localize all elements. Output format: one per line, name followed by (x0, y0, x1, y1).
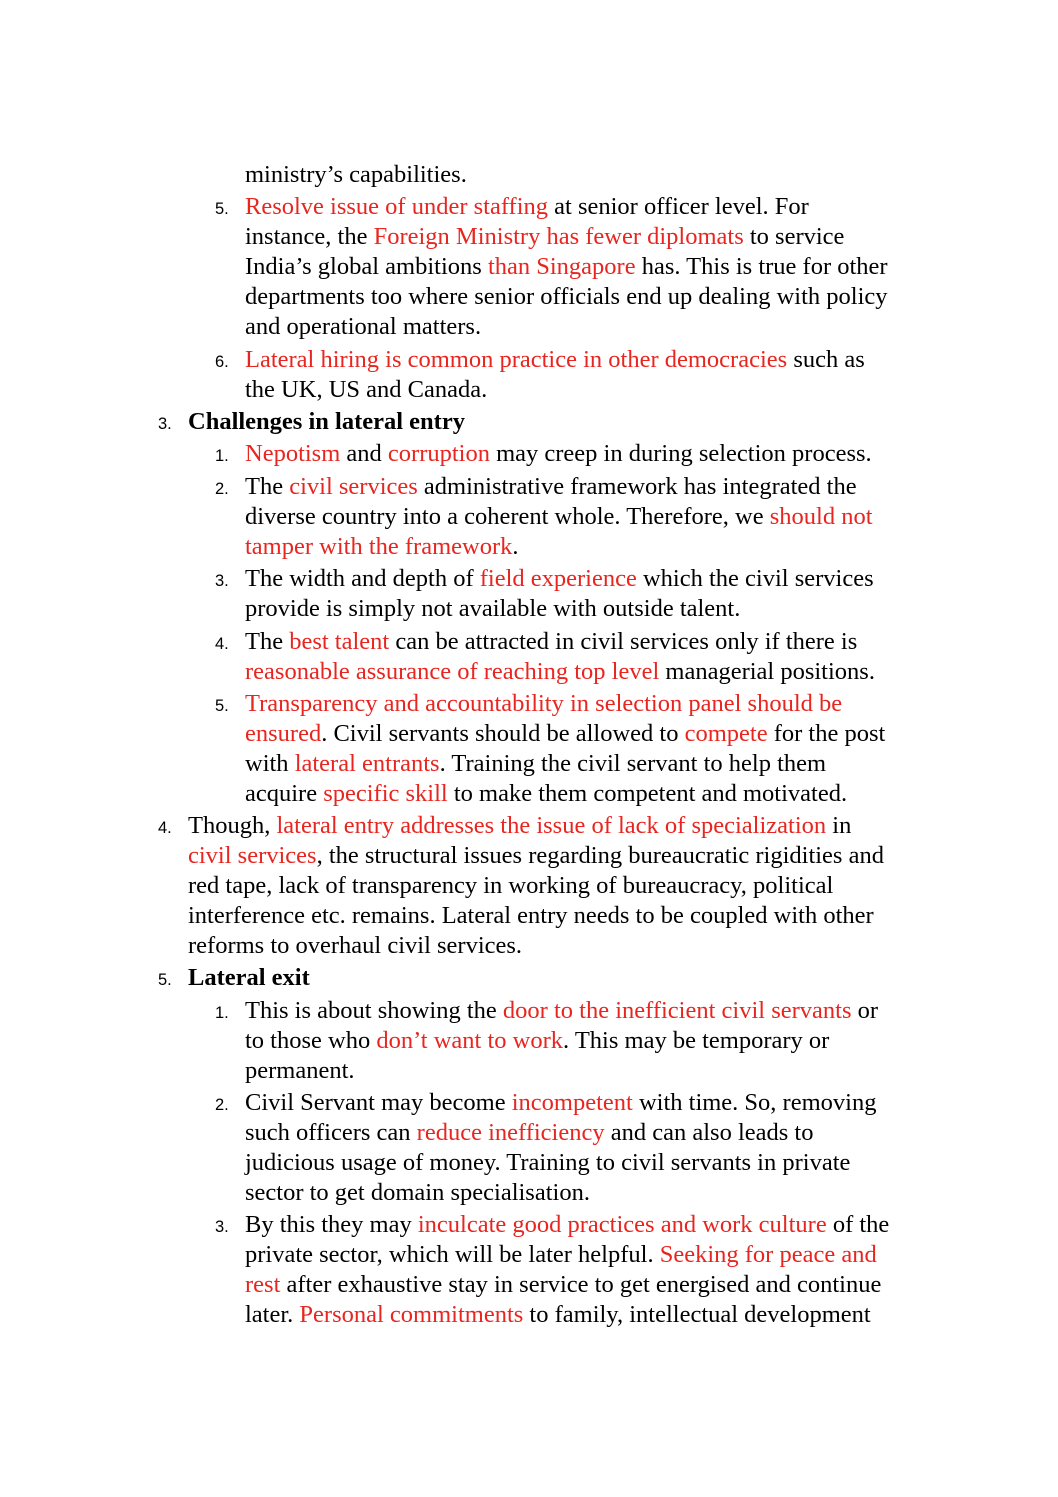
list-marker: 5. (215, 697, 229, 715)
list-marker: 5. (158, 971, 172, 989)
text-line (245, 1178, 590, 1208)
highlighted-text: Foreign Ministry has fewer diplomats (373, 223, 744, 250)
highlighted-text: best talent (289, 628, 390, 655)
body-text: provide is simply not available with outside talent. (245, 595, 741, 622)
highlighted-text: lateral entrants (294, 750, 440, 777)
highlighted-text: Transparency and accountability in selection panel should be (245, 690, 843, 717)
highlighted-text: civil services (289, 473, 418, 500)
body-text: at senior officer level. For (548, 193, 809, 220)
highlighted-text: Nepotism (245, 440, 341, 467)
body-text: can be attracted in civil services only if there is (389, 628, 858, 655)
body-text: to make them competent and motivated. (447, 780, 848, 807)
body-text: for the post (767, 720, 886, 747)
body-text: . Civil servants should be allowed to (321, 720, 685, 747)
body-text: . (512, 533, 519, 560)
body-text: of the (826, 1211, 890, 1238)
body-text: the UK, US and Canada. (245, 376, 488, 403)
body-text: interference etc. remains. Lateral entry needs to be coupled with other (188, 902, 874, 929)
text-line (245, 689, 842, 719)
highlighted-text: specific skill (323, 780, 448, 807)
body-text: with time. So, removing (632, 1089, 877, 1116)
text-line (245, 1088, 876, 1118)
body-text: which the civil services (636, 565, 874, 592)
text-line (245, 532, 518, 562)
body-text: , the structural issues regarding bureaucratic rigidities and (316, 842, 884, 869)
text-line (245, 222, 844, 252)
text-line (245, 375, 487, 405)
body-text: managerial positions. (659, 658, 875, 685)
body-text: and operational matters. (245, 313, 482, 340)
text-line (245, 1026, 829, 1056)
text-line (245, 1240, 877, 1270)
highlighted-text: tamper with the framework (245, 533, 513, 560)
body-text: permanent. (245, 1057, 355, 1084)
highlighted-text: rest (245, 1271, 281, 1298)
text-line (245, 779, 847, 809)
section-heading (188, 963, 310, 993)
text-line (245, 1056, 355, 1086)
text-line (245, 502, 873, 532)
body-text: to service (743, 223, 845, 250)
text-line (188, 841, 884, 871)
text-line (245, 657, 875, 687)
list-marker: 3. (215, 572, 229, 590)
body-text: later. (245, 1301, 300, 1328)
body-text: The (245, 628, 290, 655)
text-line (245, 345, 865, 375)
body-text: . This may be temporary or (563, 1027, 830, 1054)
list-marker: 1. (215, 447, 229, 465)
body-text: has. This is true for other (635, 253, 888, 280)
text-line (188, 871, 833, 901)
highlighted-text: incompetent (511, 1089, 633, 1116)
text-line (245, 1270, 881, 1300)
list-marker: 4. (158, 819, 172, 837)
highlighted-text: than Singapore (487, 253, 636, 280)
body-text: to family, intellectual development (523, 1301, 871, 1328)
text-line (245, 192, 809, 222)
body-text: in (826, 812, 852, 839)
text-line (245, 564, 874, 594)
body-text: Challenges in lateral entry (188, 408, 465, 435)
text-line (245, 439, 872, 469)
text-line (245, 160, 467, 190)
highlighted-text: should not (769, 503, 873, 530)
body-text: . Training the civil servant to help them (439, 750, 827, 777)
text-line (188, 811, 851, 841)
body-text: acquire (245, 780, 324, 807)
highlighted-text: reduce inefficiency (416, 1119, 605, 1146)
body-text: The (245, 473, 290, 500)
list-marker: 3. (215, 1218, 229, 1236)
text-line (245, 627, 857, 657)
body-text: administrative framework has integrated the (417, 473, 857, 500)
highlighted-text: Lateral hiring is common practice in other democracies (245, 346, 788, 373)
highlighted-text: ensured (245, 720, 322, 747)
highlighted-text: compete (684, 720, 768, 747)
list-marker: 5. (215, 200, 229, 218)
body-text: with (245, 750, 295, 777)
list-marker: 2. (215, 1096, 229, 1114)
body-text: or (851, 997, 879, 1024)
body-text: private sector, which will be later helpful. (245, 1241, 660, 1268)
body-text: ministry’s capabilities. (245, 161, 467, 188)
text-line (245, 996, 878, 1026)
highlighted-text: lateral entry addresses the issue of lack of specialization (276, 812, 827, 839)
body-text: India’s global ambitions (245, 253, 488, 280)
body-text: such as (787, 346, 865, 373)
text-line (245, 1118, 813, 1148)
list-marker: 2. (215, 480, 229, 498)
highlighted-text: don’t want to work (376, 1027, 564, 1054)
body-text: such officers can (245, 1119, 417, 1146)
highlighted-text: Personal commitments (299, 1301, 524, 1328)
body-text: and (340, 440, 388, 467)
body-text: Though, (188, 812, 277, 839)
body-text: to those who (245, 1027, 377, 1054)
body-text: sector to get domain specialisation. (245, 1179, 590, 1206)
text-line (245, 594, 740, 624)
body-text: after exhaustive stay in service to get energised and continue (280, 1271, 882, 1298)
text-line (245, 252, 888, 282)
list-marker: 4. (215, 635, 229, 653)
text-line (245, 1148, 850, 1178)
list-marker: 3. (158, 415, 172, 433)
body-text: judicious usage of money. Training to civil servants in private (245, 1149, 851, 1176)
text-line (245, 1300, 871, 1330)
body-text: This is about showing the (245, 997, 503, 1024)
body-text: Civil Servant may become (245, 1089, 512, 1116)
highlighted-text: inculcate good practices and work culture (417, 1211, 827, 1238)
list-marker: 6. (215, 353, 229, 371)
text-line (188, 901, 874, 931)
highlighted-text: Seeking for peace and (659, 1241, 877, 1268)
body-text: diverse country into a coherent whole. Therefore, we (245, 503, 770, 530)
highlighted-text: reasonable assurance of reaching top level (245, 658, 660, 685)
body-text: red tape, lack of transparency in working of bureaucracy, political (188, 872, 834, 899)
highlighted-text: door to the inefficient civil servants (502, 997, 852, 1024)
text-line (245, 719, 885, 749)
text-line (245, 749, 826, 779)
body-text: The width and depth of (245, 565, 480, 592)
body-text: may creep in during selection process. (489, 440, 872, 467)
highlighted-text: Resolve issue of under staffing (245, 193, 549, 220)
text-line (245, 1210, 889, 1240)
highlighted-text: civil services (188, 842, 317, 869)
body-text: and can also leads to (604, 1119, 814, 1146)
body-text: Lateral exit (188, 964, 310, 991)
list-marker: 1. (215, 1004, 229, 1022)
highlighted-text: field experience (479, 565, 637, 592)
section-heading (188, 407, 465, 437)
body-text: By this they may (245, 1211, 418, 1238)
text-line (188, 931, 522, 961)
text-line (245, 312, 481, 342)
text-line (245, 282, 888, 312)
body-text: instance, the (245, 223, 374, 250)
text-line (245, 472, 857, 502)
highlighted-text: corruption (387, 440, 490, 467)
body-text: departments too where senior officials end up dealing with policy (245, 283, 888, 310)
body-text: reforms to overhaul civil services. (188, 932, 523, 959)
